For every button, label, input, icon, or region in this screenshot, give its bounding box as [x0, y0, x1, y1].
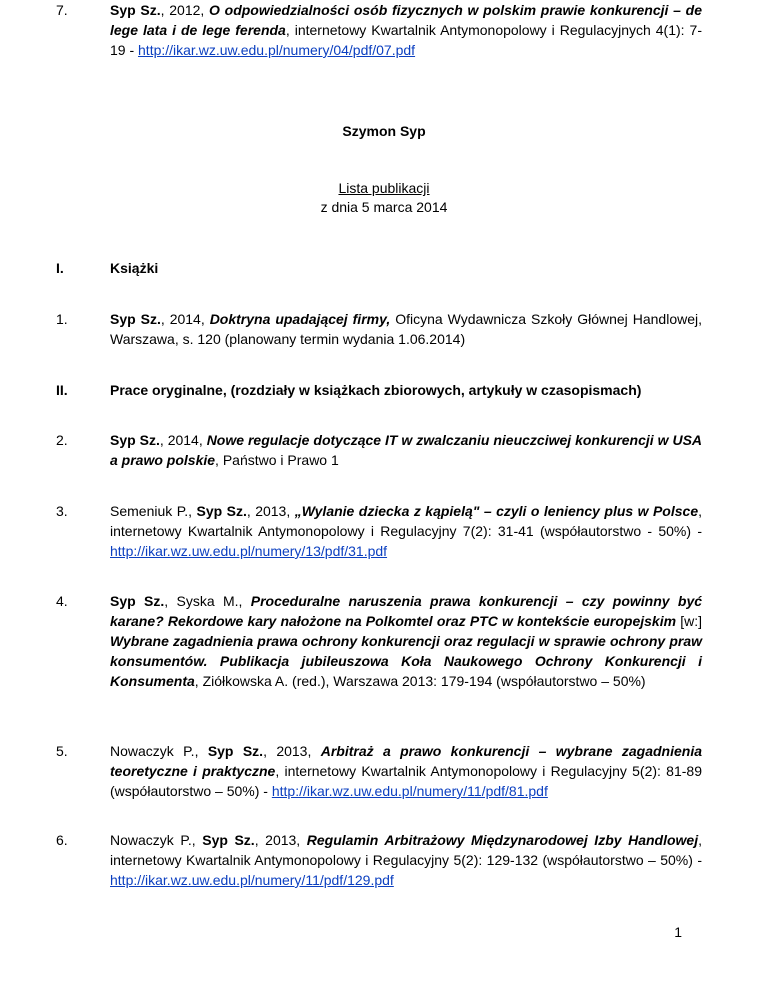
publication-link[interactable]: http://ikar.wz.uw.edu.pl/numery/11/pdf/129.pdf	[110, 872, 394, 888]
publication-entry: 7. Syp Sz., 2012, O odpowiedzialności osób fizycznych w polskim prawie konkurencji – de lege lata i de lege ferenda, internetowy Kwartalnik Antymonopolowy i Regulacyjnych 4(1): 7-19 - http://ikar.wz.uw.edu.pl/numery/04/pdf/07.pdf	[56, 2, 703, 58]
publication-link[interactable]: http://ikar.wz.uw.edu.pl/numery/11/pdf/81.pdf	[271, 783, 548, 799]
page-number: 1	[674, 924, 682, 940]
publication-link[interactable]: http://ikar.wz.uw.edu.pl/numery/13/pdf/31.pdf	[110, 543, 388, 559]
section-heading: II. Prace oryginalne, (rozdziały w książkach zbiorowych, artykuły w czasopismach)	[56, 382, 642, 398]
publication-entry: 1. Syp Sz., 2014, Doktryna upadającej firmy, Oficyna Wydawnicza Szkoły Głównej Handlowej, Warszawa, s. 120 (planowany termin wydania 1.06.2014)	[56, 311, 702, 347]
publication-entry: 2. Syp Sz., 2014, Nowe regulacje dotyczące IT w zwalczaniu nieuczciwej konkurencji w USA a prawo polskie, Państwo i Prawo 1	[56, 432, 703, 468]
author-name: Szymon Syp	[342, 123, 426, 139]
list-subtitle	[0, 179, 768, 217]
list-title: Lista publikacji	[338, 180, 430, 196]
publication-link[interactable]: http://ikar.wz.uw.edu.pl/numery/04/pdf/07.pdf	[138, 42, 416, 58]
publication-entry: 3. Semeniuk P., Syp Sz., 2013, „Wylanie dziecka z kąpielą" – czyli o leniency plus w Polsce, internetowy Kwartalnik Antymonopolowy i Regulacyjny 7(2): 31-41 (współautorstwo - 50%) - http://ikar.wz.uw.edu.pl/numery/13/pdf/31.pdf	[56, 503, 702, 559]
publication-entry: 6. Nowaczyk P., Syp Sz., 2013, Regulamin Arbitrażowy Międzynarodowej Izby Handlowej, internetowy Kwartalnik Antymonopolowy i Regulacyjny 5(2): 129-132 (współautorstwo – 50%) - http://ikar.wz.uw.edu.pl/numery/11/pdf/129.pdf	[56, 832, 702, 888]
section-heading: I. Książki	[56, 260, 159, 276]
list-date: z dnia 5 marca 2014	[320, 199, 448, 215]
publication-entry: 5. Nowaczyk P., Syp Sz., 2013, Arbitraż a prawo konkurencji – wybrane zagadnienia teoretyczne i praktyczne, internetowy Kwartalnik Antymonopolowy i Regulacyjny 5(2): 81-89 (współautorstwo – 50%) - http://ikar.wz.uw.edu.pl/numery/11/pdf/81.pdf	[56, 743, 703, 799]
publication-entry: 4. Syp Sz., Syska M., Proceduralne naruszenia prawa konkurencji – czy powinny być karane? Rekordowe kary nałożone na Polkomtel oraz PTC w kontekście europejskim [w:] Wybrane zagadnienia prawa ochrony konkurencji oraz regulacji w sprawie ochrony praw konsumentów. Publikacja jubileuszowa Koła Naukowego Ochrony Konkurencji i Konsumenta, Ziółkowska A. (red.), Warszawa 2013: 179-194 (współautorstwo – 50%)	[56, 593, 703, 689]
